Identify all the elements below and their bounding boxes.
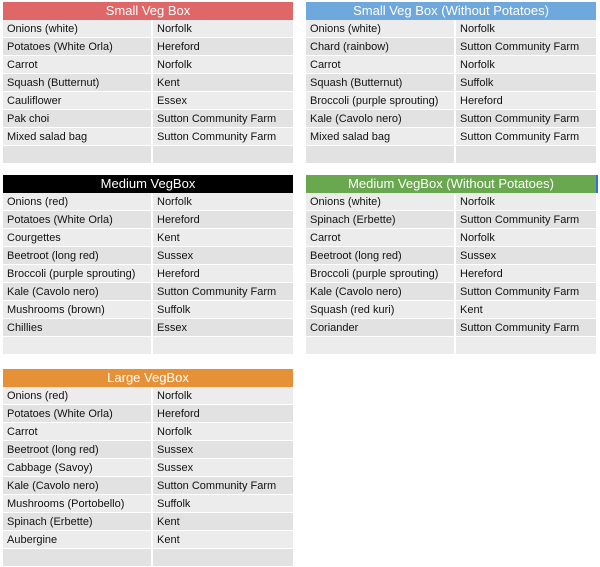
origin-cell[interactable]: Essex xyxy=(152,319,293,337)
table-row xyxy=(3,247,293,265)
table-row xyxy=(3,337,293,355)
vegetable-cell[interactable]: Onions (white) xyxy=(3,20,152,38)
vegetable-cell[interactable]: Mixed salad bag xyxy=(306,128,455,146)
table-row xyxy=(306,110,596,128)
vegetable-cell[interactable]: Onions (red) xyxy=(3,387,152,405)
origin-cell[interactable] xyxy=(152,146,293,164)
origin-cell[interactable]: Sutton Community Farm xyxy=(455,38,596,56)
table-row xyxy=(3,423,293,441)
table-row xyxy=(3,74,293,92)
origin-cell[interactable]: Sutton Community Farm xyxy=(455,319,596,337)
large-vegbox-table xyxy=(3,369,293,567)
table-row xyxy=(3,20,293,38)
table-row xyxy=(3,283,293,301)
vegetable-cell[interactable]: Cauliflower xyxy=(3,92,152,110)
origin-cell[interactable]: Kent xyxy=(152,229,293,247)
table-row xyxy=(3,146,293,164)
vegetable-cell[interactable]: Courgettes xyxy=(3,229,152,247)
table-row xyxy=(306,301,596,319)
vegetable-cell[interactable]: Aubergine xyxy=(3,531,152,549)
vegetable-cell[interactable]: Spinach (Erbette) xyxy=(3,513,152,531)
table-row xyxy=(306,56,596,74)
vegetable-cell[interactable]: Onions (white) xyxy=(306,20,455,38)
vegetable-cell[interactable]: Mixed salad bag xyxy=(3,128,152,146)
origin-cell[interactable]: Sutton Community Farm xyxy=(455,128,596,146)
origin-cell[interactable]: Sutton Community Farm xyxy=(152,283,293,301)
origin-cell[interactable]: Hereford xyxy=(152,211,293,229)
table-row xyxy=(306,128,596,146)
table-row xyxy=(306,265,596,283)
origin-cell[interactable] xyxy=(455,337,596,355)
vegetable-cell[interactable]: Beetroot (long red) xyxy=(306,247,455,265)
vegetable-cell[interactable]: Onions (white) xyxy=(306,193,455,211)
small-veg-box-without-potatoes-header: Small Veg Box (Without Potatoes) xyxy=(306,2,596,20)
origin-cell[interactable]: Kent xyxy=(152,531,293,549)
vegetable-cell[interactable]: Cabbage (Savoy) xyxy=(3,459,152,477)
small-veg-box-without-potatoes-table xyxy=(306,2,596,164)
table-row xyxy=(3,441,293,459)
table-row xyxy=(306,337,596,355)
origin-cell[interactable]: Hereford xyxy=(152,38,293,56)
vegetable-cell[interactable]: Squash (red kuri) xyxy=(306,301,455,319)
vegetable-cell[interactable]: Mushrooms (Portobello) xyxy=(3,495,152,513)
vegetable-cell[interactable]: Potatoes (White Orla) xyxy=(3,405,152,423)
table-row xyxy=(3,56,293,74)
table-row xyxy=(306,211,596,229)
table-row xyxy=(3,513,293,531)
origin-cell[interactable]: Norfolk xyxy=(455,56,596,74)
origin-cell[interactable]: Norfolk xyxy=(152,423,293,441)
origin-cell[interactable]: Suffolk xyxy=(152,301,293,319)
vegetable-cell[interactable]: Squash (Butternut) xyxy=(3,74,152,92)
vegetable-cell[interactable]: Chillies xyxy=(3,319,152,337)
table-row xyxy=(3,459,293,477)
vegetable-cell[interactable]: Carrot xyxy=(306,56,455,74)
vegetable-cell[interactable]: Kale (Cavolo nero) xyxy=(3,477,152,495)
medium-vegbox-without-potatoes-rows xyxy=(306,193,596,355)
origin-cell[interactable]: Sussex xyxy=(455,247,596,265)
vegetable-cell[interactable] xyxy=(306,146,455,164)
vegetable-cell[interactable]: Kale (Cavolo nero) xyxy=(306,110,455,128)
vegetable-cell[interactable]: Broccoli (purple sprouting) xyxy=(306,92,455,110)
vegetable-cell[interactable]: Beetroot (long red) xyxy=(3,247,152,265)
table-row xyxy=(306,38,596,56)
vegetable-cell[interactable] xyxy=(3,337,152,355)
table-row xyxy=(3,387,293,405)
vegetable-cell[interactable]: Potatoes (White Orla) xyxy=(3,38,152,56)
table-row xyxy=(3,229,293,247)
table-row xyxy=(3,531,293,549)
vegetable-cell[interactable] xyxy=(3,549,152,567)
vegetable-cell[interactable]: Beetroot (long red) xyxy=(3,441,152,459)
origin-cell[interactable] xyxy=(152,337,293,355)
vegetable-cell[interactable]: Spinach (Erbette) xyxy=(306,211,455,229)
origin-cell[interactable]: Norfolk xyxy=(152,20,293,38)
large-vegbox-rows xyxy=(3,387,293,567)
vegetable-cell[interactable]: Broccoli (purple sprouting) xyxy=(306,265,455,283)
origin-cell[interactable]: Hereford xyxy=(455,265,596,283)
table-row xyxy=(306,20,596,38)
vegetable-cell[interactable]: Coriander xyxy=(306,319,455,337)
origin-cell[interactable]: Sutton Community Farm xyxy=(152,110,293,128)
table-row xyxy=(3,405,293,423)
origin-cell[interactable]: Norfolk xyxy=(152,193,293,211)
vegetable-cell[interactable]: Broccoli (purple sprouting) xyxy=(3,265,152,283)
small-veg-box-without-potatoes-rows xyxy=(306,20,596,164)
table-row xyxy=(3,477,293,495)
origin-cell[interactable]: Norfolk xyxy=(152,56,293,74)
vegetable-cell[interactable]: Kale (Cavolo nero) xyxy=(306,283,455,301)
origin-cell[interactable]: Sussex xyxy=(152,441,293,459)
vegetable-cell[interactable]: Pak choi xyxy=(3,110,152,128)
vegetable-cell[interactable]: Chard (rainbow) xyxy=(306,38,455,56)
table-row xyxy=(3,193,293,211)
origin-cell[interactable]: Kent xyxy=(152,74,293,92)
vegetable-cell[interactable]: Potatoes (White Orla) xyxy=(3,211,152,229)
origin-cell[interactable]: Kent xyxy=(152,513,293,531)
origin-cell[interactable]: Sutton Community Farm xyxy=(455,211,596,229)
origin-cell[interactable]: Hereford xyxy=(455,92,596,110)
medium-vegbox-without-potatoes-table xyxy=(306,175,596,355)
origin-cell[interactable]: Suffolk xyxy=(455,74,596,92)
table-row xyxy=(306,74,596,92)
origin-cell[interactable]: Hereford xyxy=(152,405,293,423)
table-row xyxy=(306,319,596,337)
origin-cell[interactable]: Sutton Community Farm xyxy=(152,128,293,146)
origin-cell[interactable]: Norfolk xyxy=(152,387,293,405)
origin-cell[interactable]: Sutton Community Farm xyxy=(455,283,596,301)
vegetable-cell[interactable] xyxy=(3,146,152,164)
vegetable-cell[interactable]: Mushrooms (brown) xyxy=(3,301,152,319)
small-veg-box-header: Small Veg Box xyxy=(3,2,293,20)
origin-cell[interactable]: Essex xyxy=(152,92,293,110)
table-row xyxy=(306,193,596,211)
medium-vegbox-header: Medium VegBox xyxy=(3,175,293,193)
large-vegbox-header: Large VegBox xyxy=(3,369,293,387)
table-row xyxy=(306,283,596,301)
small-veg-box-rows xyxy=(3,20,293,164)
table-row xyxy=(306,92,596,110)
origin-cell[interactable]: Sutton Community Farm xyxy=(152,477,293,495)
vegetable-cell[interactable]: Squash (Butternut) xyxy=(306,74,455,92)
table-row xyxy=(3,495,293,513)
selection-edge-marker xyxy=(596,175,598,193)
medium-vegbox-table xyxy=(3,175,293,355)
table-row xyxy=(3,38,293,56)
origin-cell[interactable] xyxy=(152,549,293,567)
table-row xyxy=(3,211,293,229)
origin-cell[interactable]: Kent xyxy=(455,301,596,319)
vegetable-cell[interactable]: Kale (Cavolo nero) xyxy=(3,283,152,301)
origin-cell[interactable] xyxy=(455,146,596,164)
table-row xyxy=(3,319,293,337)
vegetable-cell[interactable]: Onions (red) xyxy=(3,193,152,211)
table-row xyxy=(3,549,293,567)
medium-vegbox-rows xyxy=(3,193,293,355)
table-row xyxy=(306,247,596,265)
origin-cell[interactable]: Suffolk xyxy=(152,495,293,513)
table-row xyxy=(306,146,596,164)
origin-cell[interactable]: Norfolk xyxy=(455,229,596,247)
origin-cell[interactable]: Sussex xyxy=(152,247,293,265)
medium-vegbox-without-potatoes-header: Medium VegBox (Without Potatoes) xyxy=(306,175,596,193)
vegetable-cell[interactable]: Carrot xyxy=(3,56,152,74)
table-row xyxy=(3,128,293,146)
table-row xyxy=(306,229,596,247)
origin-cell[interactable]: Sutton Community Farm xyxy=(455,110,596,128)
origin-cell[interactable]: Sussex xyxy=(152,459,293,477)
table-row xyxy=(3,110,293,128)
table-row xyxy=(3,265,293,283)
vegetable-cell[interactable]: Carrot xyxy=(3,423,152,441)
table-row xyxy=(3,92,293,110)
small-veg-box-table xyxy=(3,2,293,164)
origin-cell[interactable]: Norfolk xyxy=(455,20,596,38)
table-row xyxy=(3,301,293,319)
origin-cell[interactable]: Hereford xyxy=(152,265,293,283)
vegetable-cell[interactable]: Carrot xyxy=(306,229,455,247)
origin-cell[interactable]: Norfolk xyxy=(455,193,596,211)
vegetable-cell[interactable] xyxy=(306,337,455,355)
